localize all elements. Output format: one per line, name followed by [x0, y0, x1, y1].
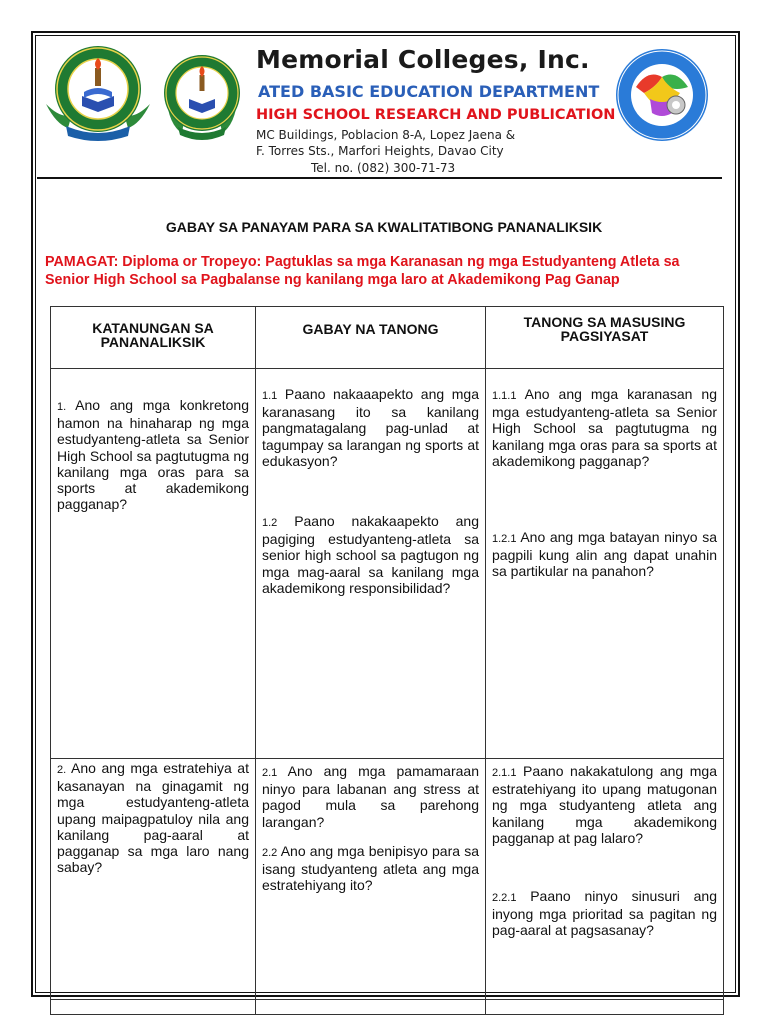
question-number: 1.1.1: [492, 390, 517, 402]
research-question-cell: [51, 759, 256, 1000]
question-number: 2.2.1: [492, 892, 517, 905]
question-text: Ano ang mga konkretong hamon na hinaharap ng mga estudyanteng-atleta sa Senior High School sa pagtutugma ng kanilang mga oras para sa sports at akademikong pagganap?: [57, 397, 249, 513]
question-number: 2.1: [262, 767, 278, 779]
table-header-row: [51, 307, 724, 369]
probe-question-cell: [486, 369, 724, 759]
telephone-number: Tel. no. (082) 300-71-73: [311, 161, 456, 175]
probe-question-cell: [486, 759, 724, 1000]
question-text: Ano ang mga benipisyo para sa isang studyanteng atleta ang mga estratehiyang ito?: [262, 842, 479, 894]
unit-name: HIGH SCHOOL RESEARCH AND PUBLICATION: [256, 107, 616, 123]
question-number: 1.2: [262, 517, 278, 530]
college-seal-icon: [42, 44, 154, 144]
question-number: 1.2.1: [492, 533, 517, 546]
question-number: 2.: [57, 764, 67, 776]
header-divider: [37, 177, 722, 179]
college-seal-icon: [162, 53, 242, 143]
question-number: 2.2: [262, 846, 278, 859]
question-text: Paano ninyo sinusuri ang inyong mga prioritad sa pagitan ng pag-aaral at pagsasanay?: [492, 888, 717, 939]
question-text: Paano nakakatulong ang mga estratehiyang ito upang matugonan ng mga studyanteng atleta ang kanilang mga akademikong pagganap at pag lalaro?: [492, 763, 717, 846]
document-title: GABAY SA PANAYAM PARA SA KWALITATIBONG PANANALIKSIK: [165, 219, 603, 235]
table-row: [51, 759, 724, 1000]
question-number: 1.: [57, 401, 67, 413]
address-line-2: F. Torres Sts., Marfori Heights, Davao City: [256, 144, 504, 158]
research-question-cell: [51, 369, 256, 759]
question-text: Ano ang mga batayan ninyo sa pagpili kung alin ang dapat unahin sa partikular na panahon?: [492, 529, 718, 580]
empty-cell: [256, 1000, 486, 1015]
guide-question-cell: [256, 369, 486, 759]
question-number: 1.1: [262, 390, 278, 402]
question-text: Ano ang mga karanasan ng mga estudyanteng-atleta sa Senior High School sa pagtutugma ng kanilang mga oras para sa sports at akademikong pagganap?: [492, 386, 717, 469]
department-name: ATED BASIC EDUCATION DEPARTMENT: [258, 82, 600, 101]
question-text: Paano nakakaapekto ang pagiging estudyanteng-atleta sa senior high school sa pagtugon ng mga mag-aaral sa kanilang mga akademikong responsibilidad?: [262, 513, 479, 596]
address-line-1: MC Buildings, Poblacion 8-A, Lopez Jaena &: [256, 128, 516, 142]
empty-cell: [51, 1000, 256, 1015]
column-header: TANONG SA MASUSING PAGSIYASAT: [486, 307, 724, 369]
table-row: [51, 369, 724, 759]
question-text: Paano nakaaapekto ang mga karanasang ito sa kanilang pangmatagalang pag-unlad at tagumpay sa larangan ng sports at edukasyon?: [262, 386, 479, 469]
empty-cell: [486, 1000, 724, 1015]
interview-guide-table: [50, 306, 724, 1015]
column-header: KATANUNGAN SA PANANALIKSIK: [51, 307, 256, 369]
question-text: Ano ang mga estratehiya at kasanayan na ginagamit ng mga estudyanteng-atleta upang maipagpatuloy nila ang kanilang pag-aaral at pagganap sa mga laro nang sabay?: [57, 760, 249, 876]
table-row-empty: [51, 1000, 724, 1015]
college-name: Memorial Colleges, Inc.: [256, 45, 590, 74]
column-header: GABAY NA TANONG: [256, 307, 486, 369]
question-text: Ano ang mga pamamaraan ninyo para labanan ang stress at pagod mula sa parehong larangan?: [262, 763, 479, 830]
senior-high-school-logo-icon: [614, 47, 710, 143]
guide-question-cell: [256, 759, 486, 1000]
research-title: PAMAGAT: Diploma or Tropeyo: Pagtuklas sa mga Karanasan ng mga Estudyanteng Atleta sa Senior High School sa Pagbalanse ng kanilang mga laro at Akademikong Pag Ganap: [45, 254, 680, 288]
question-number: 2.1.1: [492, 767, 517, 779]
